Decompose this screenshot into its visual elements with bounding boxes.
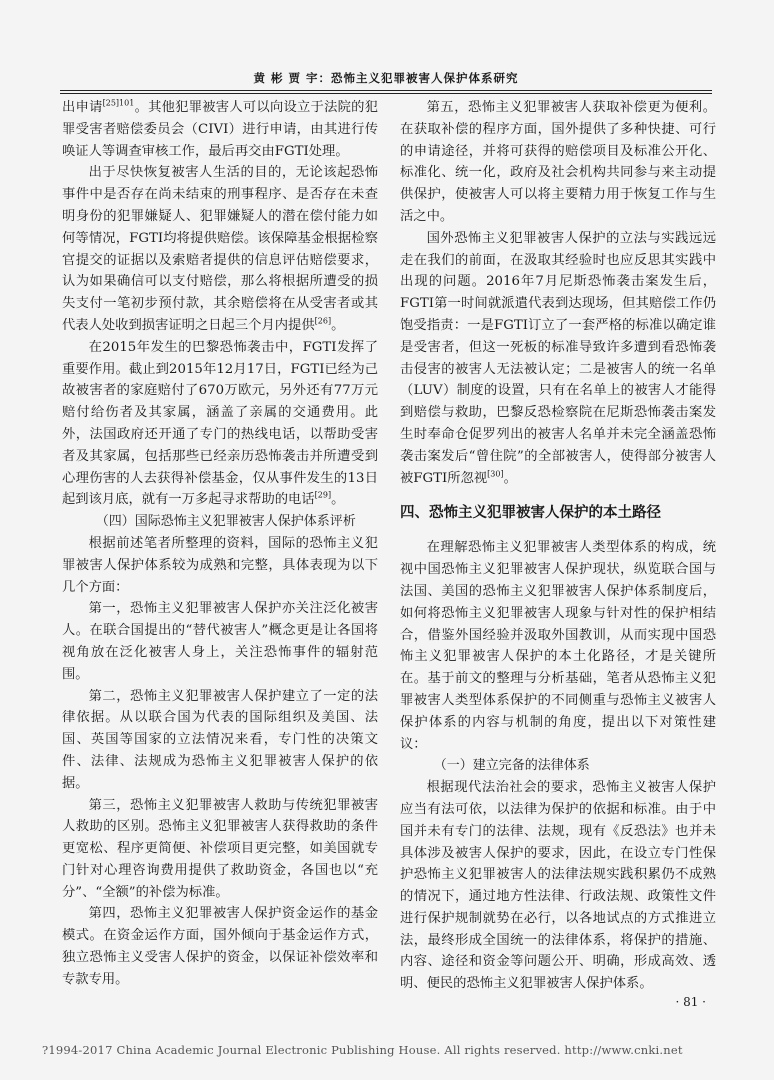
paragraph: [62, 162, 378, 336]
paragraph: [400, 228, 716, 490]
paragraph: 在理解恐怖主义犯罪被害人类型体系的构成，统视中国恐怖主义犯罪被害人保护现状，纵览联合国与法国、美国的恐怖主义犯罪被害人保护体系制度后，如何将恐怖主义犯罪被害人现象与针对性的保护相结合，借鉴外国经验并汲取外国教训，从而实现中国恐怖主义犯罪被害人保护的本土化路径，才是关键所在。基于前文的整理与分析基础，笔者从恐怖主义犯罪被害人类型体系保护的不同侧重与恐怖主义被害人保护体系的内容与机制的角度，提出以下对策性建议：: [400, 540, 716, 752]
citation-ref: [25]101: [102, 98, 135, 108]
paragraph: [62, 337, 378, 511]
text-run: 。其他犯罪被害人可以向设立于法院的犯罪受害者赔偿委员会（CIVI）进行申请，由其进行传唤证人等调查审核工作，最后再交由FGTI处理。: [62, 100, 379, 159]
text-run: 国外恐怖主义犯罪被害人保护的立法与实践远远走在我们的前面，在汲取其经验时也应反思其实践中出现的问题。2016年7月尼斯恐怖袭击案发生后，FGTI第一时间就派遣代表到达现场，但其赔偿工作仍饱受指责：一是FGTI订立了一套严格的标准以确定谁是受害者，但这一死板的标准导致许多遭到看恐怖袭击侵害的被害人无法被认定；二是被害人的统一名单（LUV）制度的设置，只有在名单上的被害人才能得到赔偿与救助，巴黎反恐检察院在尼斯恐怖袭击案发生时奉命仓促罗列出的被害人名单并未完全涵盖恐怖袭击案发后“曾住院”的全部被害人，使得部分被害人被FGTI所忽视: [400, 230, 716, 486]
citation-ref: [29]: [314, 490, 332, 500]
paragraph: [62, 97, 378, 162]
copyright-footer: ?1994-2017 China Academic Journal Electronic Publishing House. All rights reserved. http://www.cnki.net: [42, 1043, 683, 1057]
paragraph: 第三，恐怖主义犯罪被害人救助与传统犯罪被害人救助的区别。恐怖主义犯罪被害人获得救助的条件更宽松、程序更简便、补偿项目更完整，如美国就专门针对心理咨询费用提供了救助资金，各国也以“充分”、“全额”的补偿为标准。: [62, 797, 378, 900]
subsection-heading: （四）国际恐怖主义犯罪被害人保护体系评析: [95, 514, 356, 530]
text-run: 出于尽快恢复被害人生活的目的，无论该起恐怖事件中是否存在尚未结束的刑事程序、是否存在未查明身份的犯罪嫌疑人、犯罪嫌疑人的潜在偿付能力如何等情况，FGTI均将提供赔偿。该保障基金根据检察官提交的证据以及索赔者提供的信息评估赔偿要求，认为如果确信可以支付赔偿，那么将根据所遭受的损失支付一笔初步预付款，其余赔偿将在从受害者或其代表人处收到损害证明之日起三个月内提供: [62, 165, 378, 333]
paragraph: 根据前述笔者所整理的资料，国际的恐怖主义犯罪被害人保护体系较为成熟和完整，具体表现为以下几个方面：: [62, 535, 378, 595]
text-run: 。: [503, 470, 517, 486]
section-heading: 四、恐怖主义犯罪被害人保护的本土路径: [400, 505, 661, 522]
subsection-heading: （一）建立完备的法律体系: [433, 758, 590, 774]
header-rule-thin: [60, 93, 712, 94]
paragraph: 第一，恐怖主义犯罪被害人保护亦关注泛化被害人。在联合国提出的“替代被害人”概念更是让各国将视角放在泛化被害人身上，关注恐怖事件的辐射范围。: [62, 601, 378, 682]
left-column: [62, 97, 378, 991]
paragraph: 第二，恐怖主义犯罪被害人保护建立了一定的法律依据。从以联合国为代表的国际组织及美国、法国、英国等国家的立法情况来看，专门性的决策文件、法律、法规成为恐怖主义犯罪被害人保护的依据。: [62, 688, 378, 791]
paragraph: 第五，恐怖主义犯罪被害人获取补偿更为便利。在获取补偿的程序方面，国外提供了多种快捷、可行的申请途径，并将可获得的赔偿项目及标准公开化、标准化、统一化，政府及社会机构共同参与来主动提供保护，使被害人可以将主要精力用于恢复工作与生活之中。: [400, 100, 716, 224]
header-rule: [60, 90, 712, 91]
paragraph: 第四，恐怖主义犯罪被害人保护资金运作的基金模式。在资金运作方面，国外倾向于基金运作方式，独立恐怖主义受害人保护的资金，以保证补偿效率和专款专用。: [62, 906, 378, 987]
text-run: 出申请: [62, 100, 103, 115]
citation-ref: [26]: [314, 316, 332, 326]
text-run: 。: [331, 492, 345, 508]
citation-ref: [30]: [487, 469, 504, 479]
text-run: 。: [331, 317, 345, 333]
paragraph: 根据现代法治社会的要求，恐怖主义被害人保护应当有法可依，以法律为保护的依据和标准。由于中国并未有专门的法律、法规，现有《反恐法》也并未具体涉及被害人保护的要求，因此，在设立专门性保护恐怖主义犯罪被害人的法律法规实践积累仍不成熟的情况下，通过地方性法律、行政法规、政策性文件进行保护规制就势在必行，以各地试点的方式推进立法，最终形成全国统一的法律体系，将保护的措施、内容、途径和资金等问题公开、明确，形成高效、透明、便民的恐怖主义犯罪被害人保护体系。: [400, 780, 716, 992]
running-header: 黄 彬 贾 宇：恐怖主义犯罪被害人保护体系研究: [253, 71, 519, 85]
page-number: · 81 ·: [675, 995, 706, 1009]
right-column: [400, 97, 716, 995]
text-run: 在2015年发生的巴黎恐怖袭击中，FGTI发挥了重要作用。截止到2015年12月17日，FGTI已经为己故被害者的家庭赔付了670万欧元，另外还有77万元赔付给伤者及其家属，涵盖了亲属的交通费用。此外，法国政府还开通了专门的热线电话，以帮助受害者及其家属，包括那些已经亲历恐怖袭击并所遭受到心理伤害的人去获得补偿基金，仅从事件发生的13日起到该月底，就有一万多起寻求帮助的电话: [62, 339, 378, 508]
